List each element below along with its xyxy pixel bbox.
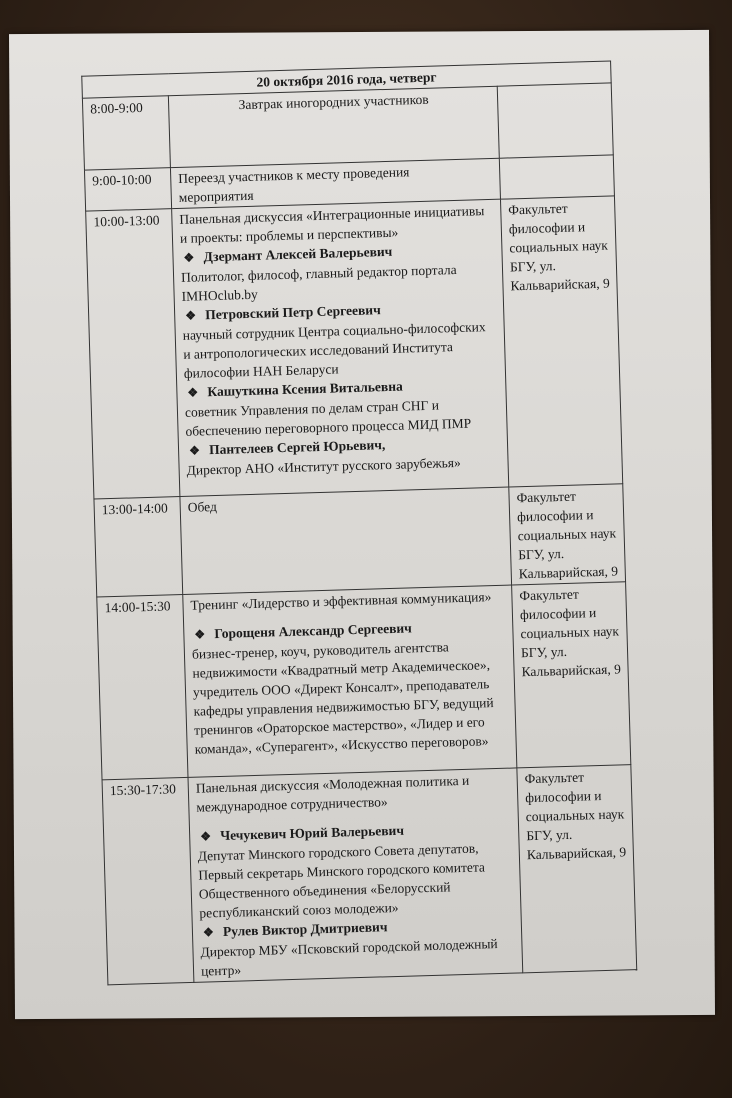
speaker-desc: недвижимости «Квадратный метр Академическое», [192,657,491,681]
time-cell: 8:00-9:00 [82,96,170,170]
place-cell [497,83,613,158]
speaker-desc: команда», «Суперагент», «Искусство переговоров» [194,733,489,757]
place-cell: Факультет философии и социальных наук БГУ, ул. Кальварийская, 9 [500,196,622,487]
speaker-desc: Директор МБУ «Псковский городской молодежный [200,936,498,960]
event-line: Переезд участников к месту проведения [178,164,410,186]
speaker-name: ❖ Горощеня Александр Сергеевич [191,616,506,645]
speaker-desc: советник Управления по делам стран СНГ и [184,397,440,420]
speaker-name: ❖ Пантелеев Сергей Юрьевич, [186,432,501,461]
speaker-desc: обеспечению переговорного процесса МИД ПМР [185,415,472,439]
speaker-name: ❖ Петровский Петр Сергеевич [182,297,497,326]
speaker-desc: Политолог, философ, главный редактор портала [180,261,457,285]
place-cell: Факультет философии и социальных наук БГУ, ул. Кальварийская, 9 [512,582,631,768]
event-line: Обед [187,498,218,515]
event-line: мероприятия [178,187,254,205]
speaker-desc: Депутат Минского городского Совета депутатов, [197,840,479,864]
speaker-desc: бизнес-тренер, коуч, руководитель агентства [191,639,450,662]
speaker-name: ❖ Чечукевич Юрий Валерьевич [197,818,512,847]
event-cell [172,199,509,496]
event-line: международное сотрудничество» [196,794,388,815]
time-cell: 10:00-13:00 [86,209,180,499]
speaker-desc: тренингов «Ораторское мастерство», «Лидер и его [193,714,485,738]
event-cell [180,487,512,594]
table-row [102,765,637,985]
speaker-desc: центр» [200,962,242,979]
speaker-name: ❖ Кашуткина Ксения Витальевна [184,374,499,403]
speaker-desc: научный сотрудник Центра социально-философских [182,319,486,343]
speaker-desc: Первый секретарь Минского городского комитета [198,859,486,883]
diamond-bullet-icon: ❖ [194,627,206,642]
paper-sheet [9,30,715,1019]
speaker-desc: IMHOclub.by [181,286,258,304]
time-cell: 9:00-10:00 [84,168,171,211]
table-row [97,582,631,780]
place-cell [499,155,614,199]
event-cell [183,585,517,777]
speaker-name: ❖ Рулев Виктор Дмитриевич [200,914,515,943]
diamond-bullet-icon: ❖ [202,925,214,940]
place-cell: Факультет философии и социальных наук БГУ, ул. Кальварийская, 9 [509,484,626,585]
speaker-desc: философии НАН Беларуси [183,361,339,381]
diamond-bullet-icon: ❖ [200,829,212,844]
speaker-desc: республиканский союз молодежи» [199,899,399,921]
speaker-desc: Общественного объединения «Белорусский [198,879,451,902]
diamond-bullet-icon: ❖ [185,308,197,323]
time-cell: 15:30-17:30 [102,777,194,984]
diamond-bullet-icon: ❖ [188,443,201,458]
date-header: 20 октября 2016 года, четверг [82,61,611,98]
table-row [86,196,623,499]
time-cell: 13:00-14:00 [94,497,183,597]
speaker-desc: кафедры управления недвижимостью БГУ, ведущий [193,695,494,719]
event-cell [188,768,523,982]
diamond-bullet-icon: ❖ [183,250,195,265]
speaker-desc: и антропологических исследований Института [183,339,454,362]
speaker-desc: учредитель ООО «Директ Консалт», преподаватель [192,676,490,700]
event-line: Панельная дискуссия «Интеграционные инициативы [179,203,485,227]
time-cell: 14:00-15:30 [97,594,188,779]
speaker-desc: Директор АНО «Институт русского зарубежья» [186,454,461,478]
event-cell [168,86,499,167]
event-line: Тренинг «Лидерство и эффективная коммуникация» [190,589,492,613]
event-line: Панельная дискуссия «Молодежная политика и [195,772,470,796]
place-cell: Факультет философии и социальных наук БГУ, ул. Кальварийская, 9 [517,765,637,973]
diamond-bullet-icon: ❖ [187,385,199,400]
schedule-table [81,60,637,985]
table-row [94,484,626,597]
event-line: Завтрак иногородних участников [238,91,429,113]
speaker-name: ❖ Дзермант Алексей Валерьевич [180,239,495,268]
event-line: и проекты: проблемы и перспективы» [179,224,399,246]
